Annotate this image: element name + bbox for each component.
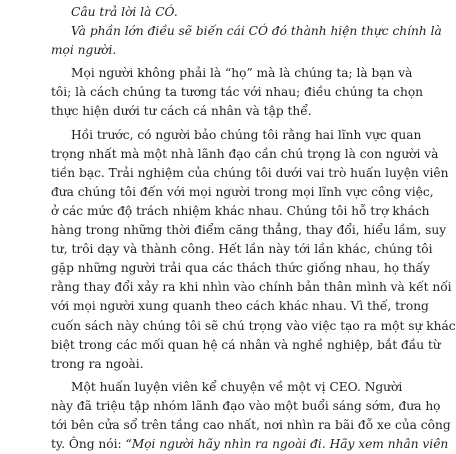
text-line-23-lead: ty. Ông nói:	[51, 437, 126, 452]
text-line-15: rằng thay đổi xảy ra khi nhìn vào chính bản thân mình và kết nối	[51, 280, 452, 295]
text-line-21: này đã triệu tập nhóm lãnh đạo vào một buổi sáng sớm, đưa họ	[51, 398, 441, 413]
text-line-23-content	[51, 437, 448, 451]
text-line-7: Hồi trước, có người bảo chúng tôi rằng hai lĩnh vực quan	[71, 127, 422, 142]
text-line-14: gặp những người trải qua các thách thức giống nhau, họ thấy	[51, 261, 431, 276]
text-line-17: cuốn sách này chúng tôi sẽ chú trọng vào việc tạo ra một sự khác	[51, 318, 456, 333]
text-line-12: hàng trong những thời điểm căng thẳng, thay đổi, hiểu lầm, suy	[51, 223, 447, 238]
text-line-11: ở các mức độ trách nhiệm khác nhau. Chúng tôi hỗ trợ khách	[51, 203, 430, 218]
text-line-6: thực hiện dưới tư cách cá nhân và tập thể.	[51, 104, 312, 119]
text-line-13: tư, trôi dạy và thành công. Hết lần này tới lần khác, chúng tôi	[51, 242, 433, 257]
text-line-8: trọng nhất mà một nhà lãnh đạo cần chú trọng là con người và	[51, 146, 439, 161]
text-line-4: Mọi người không phải là “họ” mà là chúng ta; là bạn và	[71, 66, 413, 81]
text-line-23	[51, 435, 449, 454]
text-line-10: đưa chúng tôi đến với mọi người trong mọi lĩnh vực công việc,	[51, 184, 434, 199]
text-line-3: mọi người.	[51, 43, 117, 58]
text-line-23-quote: “Mọi người hãy nhìn ra ngoài đi. Hãy xem nhân viên	[125, 437, 449, 452]
text-line-2: Và phần lớn điều sẽ biến cái CÓ đó thành hiện thực chính là	[71, 24, 442, 39]
text-line-20: Một huấn luyện viên kể chuyện về một vị CEO. Người	[71, 379, 403, 394]
text-line-22: tới bên cửa sổ trên tầng cao nhất, nơi nhìn ra bãi đỗ xe của công	[51, 417, 451, 432]
text-line-1: Câu trả lời là CÓ.	[71, 5, 178, 19]
text-line-9: tiền bạc. Trải nghiệm của chúng tôi dưới vai trò huấn luyện viên	[51, 165, 449, 180]
text-line-5: tôi; là cách chúng ta tương tác với nhau; điều chúng ta chọn	[51, 85, 424, 100]
text-line-19: trong ra ngoài.	[51, 356, 144, 371]
text-line-16: với mọi người xung quanh theo cách khác nhau. Vì thế, trong	[51, 299, 429, 314]
text-line-18: biệt trong các mối quan hệ cá nhân và nghề nghiệp, bắt đầu từ	[51, 337, 441, 352]
